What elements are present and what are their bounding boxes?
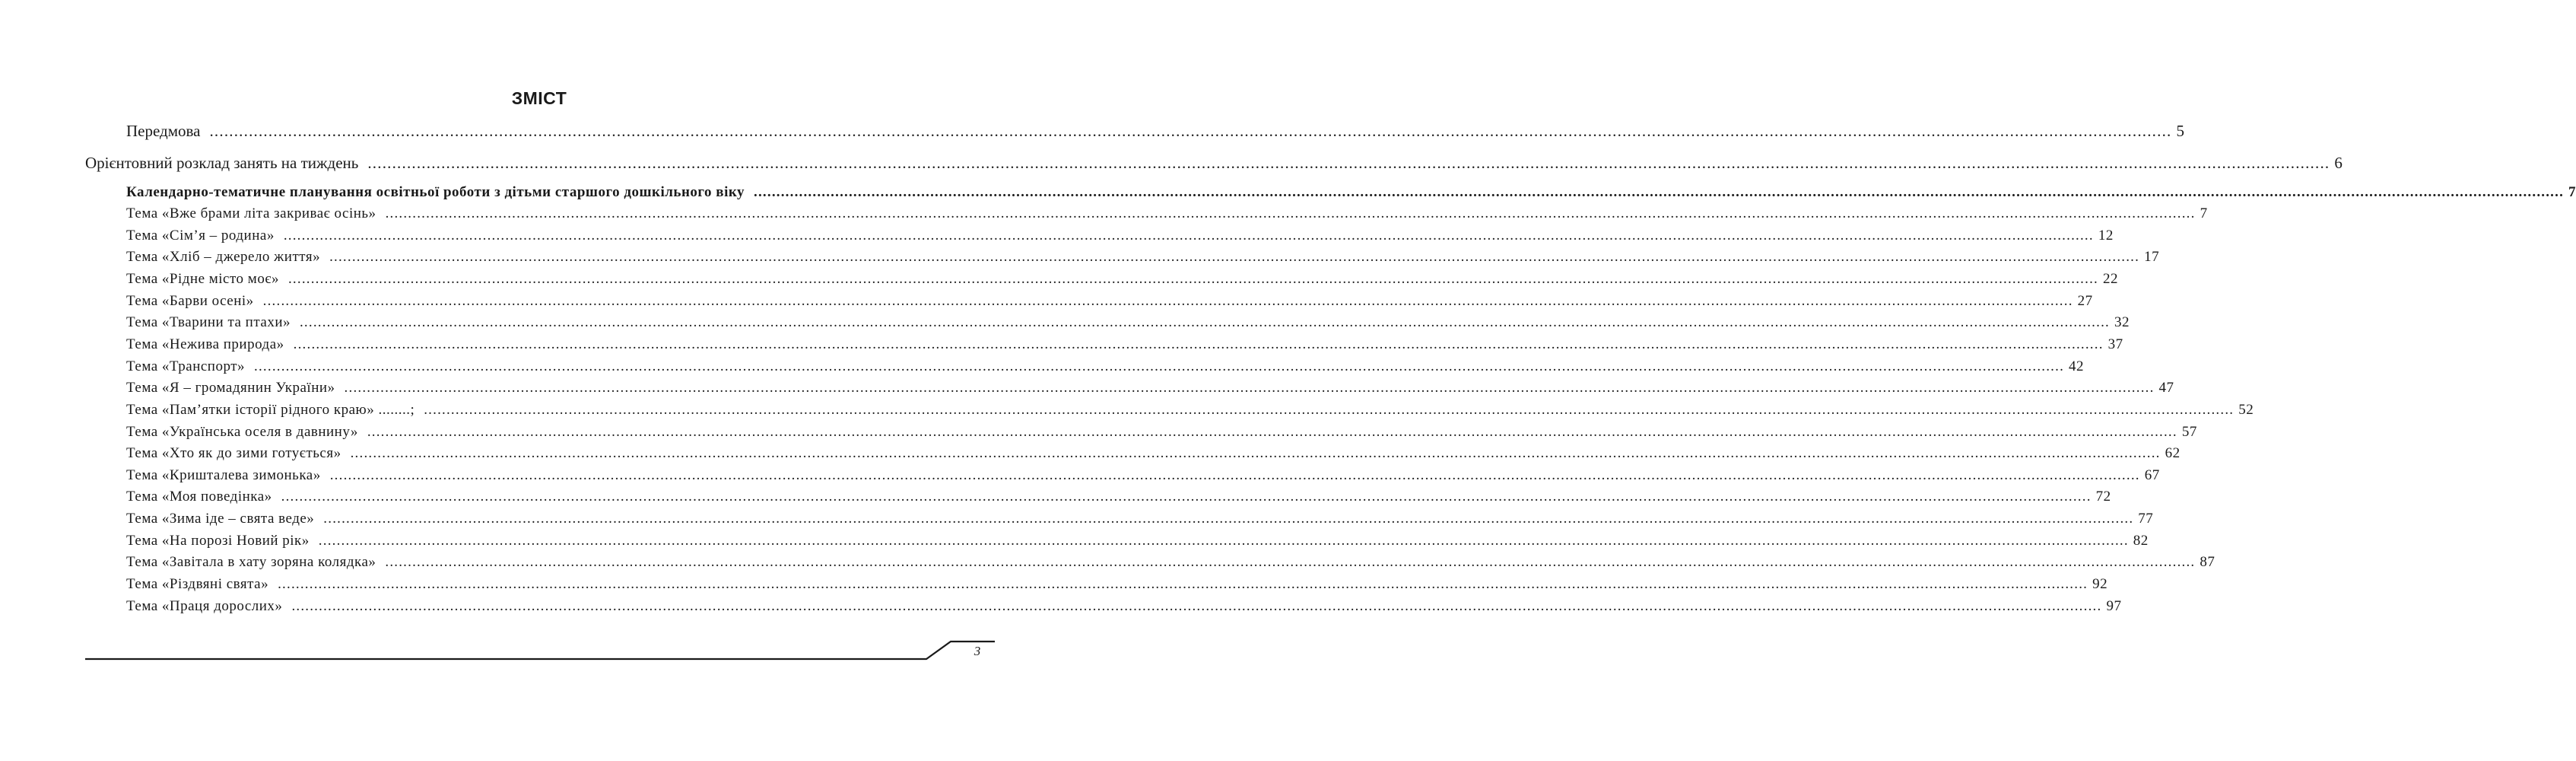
toc-entry-page: 67	[2144, 466, 2160, 483]
dot-leader: ................................................................................................................................................................................................................................................................................................................................................................................................................	[283, 227, 2094, 244]
dot-leader: ................................................................................................................................................................................................................................................................................................................................................................................................................	[293, 336, 2104, 352]
toc-entry-page: 47	[2158, 380, 2174, 396]
toc-entry-label: Тема «Нежива природа»	[126, 336, 284, 352]
dot-leader: ................................................................................................................................................................................................................................................................................................................................................................................................................	[367, 154, 2330, 172]
toc-entry-page: 92	[2092, 576, 2108, 593]
toc-entry-label: Тема «Вже брами літа закриває осінь»	[126, 205, 376, 221]
dot-leader: ................................................................................................................................................................................................................................................................................................................................................................................................................	[318, 532, 2129, 549]
dot-leader: ................................................................................................................................................................................................................................................................................................................................................................................................................	[754, 184, 2565, 200]
dot-leader: ................................................................................................................................................................................................................................................................................................................................................................................................................	[281, 489, 2092, 505]
toc-entry-label: Орієнтовний розклад занять на тиждень	[85, 154, 359, 172]
footer-rule	[0, 0, 1071, 761]
dot-leader: ................................................................................................................................................................................................................................................................................................................................................................................................................	[209, 122, 2172, 140]
toc-entry-label: Тема «Рідне місто моє»	[126, 270, 279, 287]
dot-leader: ................................................................................................................................................................................................................................................................................................................................................................................................................	[262, 292, 2073, 309]
toc-entry-page: 5	[2176, 122, 2184, 140]
toc-entry-page: 82	[2133, 532, 2149, 549]
toc-entry-page: 27	[2077, 292, 2093, 309]
toc-entry-label: Тема «Сім’я – родина»	[126, 227, 275, 244]
toc-entry-page: 87	[2200, 554, 2215, 571]
toc-entry-label: Тема «Хто як до зими готується»	[126, 445, 341, 462]
toc-entry-page: 77	[2138, 511, 2154, 527]
toc-entry-label: Тема «На порозі Новий рік»	[126, 532, 310, 549]
dot-leader: ................................................................................................................................................................................................................................................................................................................................................................................................................	[287, 270, 2098, 287]
toc-entry-page: 42	[2069, 358, 2085, 374]
dot-leader: ................................................................................................................................................................................................................................................................................................................................................................................................................	[291, 597, 2102, 614]
dot-leader: ................................................................................................................................................................................................................................................................................................................................................................................................................	[350, 445, 2161, 462]
toc-entry-page: 6	[2334, 154, 2343, 172]
dot-leader: ................................................................................................................................................................................................................................................................................................................................................................................................................	[254, 358, 2065, 374]
dot-leader: ................................................................................................................................................................................................................................................................................................................................................................................................................	[299, 314, 2110, 331]
dot-leader: ................................................................................................................................................................................................................................................................................................................................................................................................................	[385, 205, 2196, 221]
dot-leader: ................................................................................................................................................................................................................................................................................................................................................................................................................	[323, 511, 2134, 527]
page-number: 3	[974, 644, 981, 658]
toc-entry-label: Тема «Завітала в хату зоряна колядка»	[126, 554, 376, 571]
toc-entry-label: Тема «Праця дорослих»	[126, 597, 283, 614]
toc-entry-label: Тема «Кришталева зимонька»	[126, 466, 321, 483]
toc-entry-label: Тема «Зима іде – свята веде»	[126, 511, 315, 527]
dot-leader: ................................................................................................................................................................................................................................................................................................................................................................................................................	[424, 401, 2235, 418]
toc-entry-label: Тема «Тварини та птахи»	[126, 314, 291, 331]
toc-entry-label: Тема «Транспорт»	[126, 358, 246, 374]
toc-entry-page: 17	[2144, 249, 2160, 266]
toc-entry-label: Тема «Моя поведінка»	[126, 489, 272, 505]
toc-entry-page: 7	[2568, 184, 2576, 200]
toc-entry-label: Тема «Українська оселя в давнину»	[126, 423, 358, 440]
toc-entry-label: Тема «Я – громадянин України»	[126, 380, 335, 396]
toc-entry-label: Передмова	[126, 122, 201, 140]
toc-entry-page: 72	[2095, 489, 2111, 505]
toc-entry-page: 7	[2200, 205, 2208, 221]
toc-entry-label: Календарно-тематичне планування освітньої роботи з дітьми старшого дошкільного віку	[126, 184, 745, 200]
dot-leader: ................................................................................................................................................................................................................................................................................................................................................................................................................	[329, 466, 2140, 483]
page-title: ЗМІСТ	[511, 88, 567, 108]
toc-entry-page: 97	[2106, 597, 2122, 614]
toc-entry-page: 32	[2114, 314, 2130, 331]
toc-entry-label: Тема «Пам’ятки історії рідного краю» ........;	[126, 401, 415, 418]
dot-leader: ................................................................................................................................................................................................................................................................................................................................................................................................................	[278, 576, 2088, 593]
toc-entry-label: Тема «Різдвяні свята»	[126, 576, 269, 593]
toc-entry-page: 12	[2098, 227, 2114, 244]
dot-leader: ................................................................................................................................................................................................................................................................................................................................................................................................................	[367, 423, 2177, 440]
toc-entry-page: 62	[2165, 445, 2181, 462]
toc-entry-page: 57	[2181, 423, 2197, 440]
toc-entry-label: Тема «Барви осені»	[126, 292, 254, 309]
dot-leader: ................................................................................................................................................................................................................................................................................................................................................................................................................	[329, 249, 2140, 266]
toc-entry-page: 52	[2238, 401, 2254, 418]
toc-entry-page: 37	[2107, 336, 2123, 352]
toc-entry-page: 22	[2102, 270, 2118, 287]
dot-leader: ................................................................................................................................................................................................................................................................................................................................................................................................................	[344, 380, 2155, 396]
toc-entry-label: Тема «Хліб – джерело життя»	[126, 249, 321, 266]
dot-leader: ................................................................................................................................................................................................................................................................................................................................................................................................................	[385, 554, 2196, 571]
